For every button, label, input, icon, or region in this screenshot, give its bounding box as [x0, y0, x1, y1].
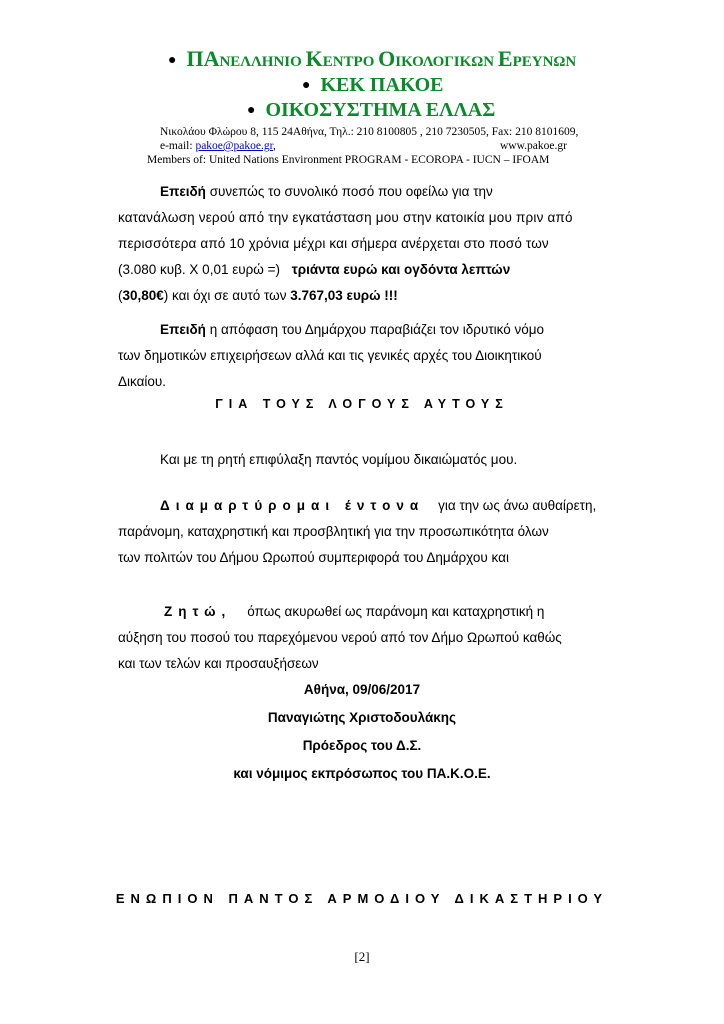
org-kek: ΚΕΚ ΠΑΚΟΕ — [320, 74, 444, 96]
amount-in-words: τριάντα ευρώ και ογδόντα λεπτών — [291, 262, 511, 277]
protest-text-1: για την ως άνω αυθαίρετη, — [438, 498, 597, 513]
p1-line-3: περισσότερα από 10 χρόνια μέχρι και σήμερα ανέρχεται στο ποσό των — [118, 236, 549, 251]
p2-line-1 — [160, 322, 544, 337]
p1-line-4 — [118, 262, 608, 277]
org-name-line — [168, 46, 724, 72]
p1-line-5 — [118, 288, 398, 303]
request-text-1: όπως ακυρωθεί ως παράνομη και καταχρηστική η — [247, 604, 545, 619]
whereas-label-2: Επειδή — [160, 322, 206, 337]
p1-line-2: κατανάλωση νερού από την εγκατάσταση μου στην κατοικία μου πριν από — [118, 210, 573, 225]
email-label: e-mail: — [160, 140, 196, 152]
bullet-icon: ● — [302, 78, 311, 94]
request-line-2: αύξηση του ποσού του παρεχόμενου νερού από τον Δήμο Ωρωπού καθώς — [118, 630, 562, 645]
whereas-label: Επειδή — [160, 184, 206, 199]
calc-text: (3.080 κυβ. Χ 0,01 ευρώ =) — [118, 262, 284, 277]
protest-line-2: παράνομη, καταχρηστική και προσβλητική για την προσωπικότητα όλων — [118, 524, 549, 539]
p1-text-1: συνεπώς το συνολικό ποσό που οφείλω για την — [205, 184, 493, 199]
contact-email-line — [160, 140, 276, 152]
org-name-small-2: ΕΝΤΡΟ — [322, 54, 379, 70]
protest-line-1 — [160, 498, 596, 513]
org-name-small-3: ΙΚΟΛΟΓΙΚΩΝ — [395, 54, 498, 70]
p1-line-1 — [160, 184, 608, 199]
p2-text-1: η απόφαση του Δημάρχου παραβιάζει τον ιδρυτικό νόμο — [205, 322, 545, 337]
p1-text-5: ) και όχι σε αυτό των — [163, 288, 291, 303]
org-name-cap-3: Ο — [378, 46, 396, 71]
org-name-cap-1: ΠΑ — [186, 46, 220, 71]
protest-label: Διαμαρτύρομαι έντονα — [160, 498, 425, 513]
request-label: Ζητώ, — [164, 604, 232, 619]
protest-line-3: των πολιτών του Δήμου Ωρωπού συμπεριφορά του Δημάρχου και — [118, 550, 509, 565]
website-text: www.pakoe.gr — [500, 140, 567, 152]
bullet-icon: ● — [168, 52, 177, 68]
email-link[interactable]: pakoe@pakoe.gr — [195, 140, 273, 152]
email-suffix: , — [272, 140, 276, 152]
contact-address: Νικολάου Φλώρου 8, 115 24Αθήνα, Τηλ.: 210 8100805 , 210 7230505, Fax: 210 8101609, — [160, 126, 579, 138]
membership-line: Members of: United Nations Environment PROGRAM - ECOROPA - IUCN – IFOAM — [147, 154, 550, 166]
org-name-cap-4: Ε — [497, 46, 513, 71]
org-name-cap-2: Κ — [305, 46, 323, 71]
place-date: Αθήνα, 09/06/2017 — [303, 682, 421, 697]
paren-open: ( — [118, 288, 123, 303]
org-kek-line — [302, 74, 724, 97]
reservation-text: Και με τη ρητή επιφύλαξη παντός νομίμου δικαιώματός μου. — [160, 452, 518, 467]
org-ecosystem: ΟΙΚΟΣΥΣΤΗΜΑ ΕΛΛΑΣ — [265, 99, 496, 121]
signatory-role: Πρόεδρος του Δ.Σ. — [302, 738, 422, 753]
page-number: [2] — [354, 949, 370, 964]
court-address-title: ΕΝΩΠΙΟΝ ΠΑΝΤΟΣ ΑΡΜΟΔΙΟΥ ΔΙΚΑΣΤΗΡΙΟΥ — [115, 891, 609, 906]
org-ecosystem-line — [247, 99, 724, 122]
p2-line-2: των δημοτικών επιχειρήσεων αλλά και τις γενικές αρχές του Διοικητικού — [118, 348, 542, 363]
signatory-representation: και νόμιμος εκπρόσωπος του ΠΑ.Κ.Ο.Ε. — [233, 766, 491, 781]
org-name-small-1: ΝΕΛΛΗΝΙΟ — [219, 54, 306, 70]
request-line-1 — [164, 604, 544, 619]
request-line-3: και των τελών και προσαυξήσεων — [118, 656, 319, 671]
org-name-small-4: ΡΕΥΝΩΝ — [512, 54, 577, 70]
bullet-icon: ● — [247, 103, 256, 119]
p2-line-3: Δικαίου. — [118, 374, 167, 389]
signatory-name: Παναγιώτης Χριστοδουλάκης — [267, 710, 457, 725]
section-title: ΓΙΑ ΤΟΥΣ ΛΟΓΟΥΣ ΑΥΤΟΥΣ — [215, 397, 509, 411]
amount-correct: 30,80€ — [122, 288, 164, 303]
amount-claimed: 3.767,03 ευρώ !!! — [290, 288, 398, 303]
